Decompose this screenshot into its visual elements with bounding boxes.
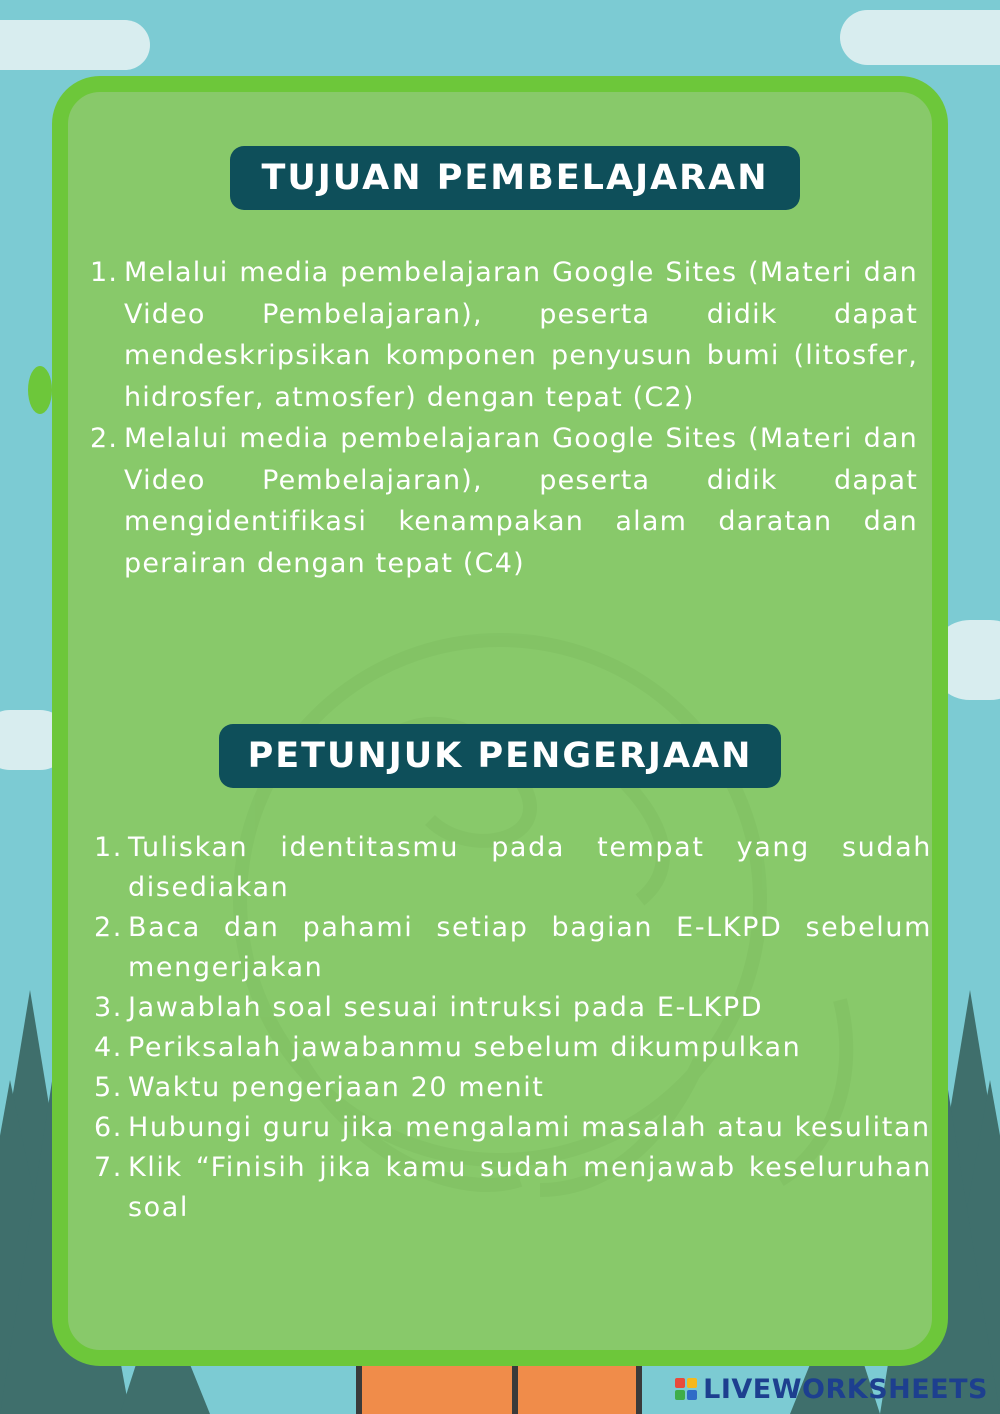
instructions-list xyxy=(94,828,932,1228)
item-number: 5. xyxy=(94,1072,123,1103)
item-text: Melalui media pembelajaran Google Sites (Materi dan Video Pembelajaran), peserta didik dapat mengidentifikasi kenampakan alam daratan dan perairan dengan tepat (C4) xyxy=(124,423,918,579)
item-number: 4. xyxy=(94,1032,123,1063)
liveworksheets-logo-icon xyxy=(675,1378,697,1400)
item-text: Waktu pengerjaan 20 menit xyxy=(128,1072,545,1103)
item-number: 1. xyxy=(90,257,119,288)
list-item xyxy=(90,252,918,418)
list-item xyxy=(90,418,918,584)
item-text: Hubungi guru jika mengalami masalah atau kesulitan xyxy=(128,1112,931,1143)
list-item xyxy=(94,828,932,908)
item-text: Klik “Finisih jika kamu sudah menjawab keseluruhan soal xyxy=(128,1152,932,1223)
item-text: Tuliskan identitasmu pada tempat yang sudah disediakan xyxy=(128,832,932,903)
list-item xyxy=(94,1108,932,1148)
item-number: 1. xyxy=(94,832,123,863)
list-item xyxy=(94,1148,932,1228)
item-number: 2. xyxy=(94,912,123,943)
item-text: Melalui media pembelajaran Google Sites (Materi dan Video Pembelajaran), peserta didik dapat mendeskripsikan komponen penyusun bumi (litosfer, hidrosfer, atmosfer) dengan tepat (C2) xyxy=(124,257,918,413)
learning-objectives-list xyxy=(90,252,918,584)
item-text: Periksalah jawabanmu sebelum dikumpulkan xyxy=(128,1032,802,1063)
section-title-tujuan: TUJUAN PEMBELAJARAN xyxy=(230,146,800,210)
item-number: 3. xyxy=(94,992,123,1023)
logo-text: LIVEWORKSHEETS xyxy=(703,1373,988,1405)
list-item xyxy=(94,1028,932,1068)
section-title-petunjuk: PETUNJUK PENGERJAAN xyxy=(219,724,781,788)
item-number: 6. xyxy=(94,1112,123,1143)
liveworksheets-logo[interactable] xyxy=(675,1372,988,1406)
item-text: Jawablah soal sesuai intruksi pada E-LKPD xyxy=(128,992,764,1023)
item-number: 7. xyxy=(94,1152,123,1183)
list-item xyxy=(94,988,932,1028)
item-text: Baca dan pahami setiap bagian E-LKPD sebelum mengerjakan xyxy=(128,912,932,983)
list-item xyxy=(94,1068,932,1108)
item-number: 2. xyxy=(90,423,119,454)
list-item xyxy=(94,908,932,988)
